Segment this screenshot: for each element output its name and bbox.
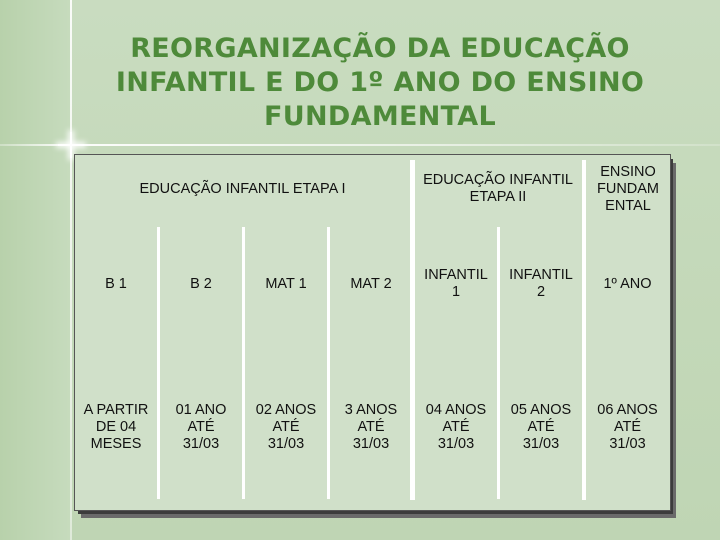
group-cell: INFANTIL 1 xyxy=(424,267,488,300)
group-cell: 1º ANO xyxy=(603,275,652,292)
left-decorative-strip xyxy=(0,0,70,540)
title-line-1: REORGANIZAÇÃO DA EDUCAÇÃO xyxy=(130,33,630,64)
age-cell: 3 ANOS ATÉ 31/03 xyxy=(344,402,398,452)
slide-title xyxy=(90,32,670,134)
column-divider xyxy=(497,227,500,499)
column-divider xyxy=(410,160,415,500)
education-table xyxy=(75,155,670,510)
age-cell: 02 ANOS ATÉ 31/03 xyxy=(255,402,317,452)
group-cell: MAT 1 xyxy=(265,275,307,292)
group-cell: B 2 xyxy=(190,275,212,292)
vertical-accent-line xyxy=(70,0,72,540)
horizontal-accent-line xyxy=(0,144,720,146)
age-cell: 05 ANOS ATÉ 31/03 xyxy=(510,402,572,452)
age-cell: 01 ANO ATÉ 31/03 xyxy=(175,402,227,452)
title-line-3: FUNDAMENTAL xyxy=(264,101,496,132)
group-cell: INFANTIL 2 xyxy=(509,267,573,300)
age-cell: 06 ANOS ATÉ 31/03 xyxy=(597,402,658,452)
header-etapa-2: EDUCAÇÃO INFANTIL ETAPA II xyxy=(423,172,573,205)
age-cell: 04 ANOS ATÉ 31/03 xyxy=(425,402,487,452)
column-divider xyxy=(157,227,160,499)
age-cell: A PARTIR DE 04 MESES xyxy=(83,402,149,452)
group-cell: MAT 2 xyxy=(350,275,392,292)
header-etapa-1: EDUCAÇÃO INFANTIL ETAPA I xyxy=(139,180,346,197)
column-divider xyxy=(327,227,330,499)
title-line-2: INFANTIL E DO 1º ANO DO ENSINO xyxy=(115,67,645,98)
column-divider xyxy=(242,227,245,499)
group-cell: B 1 xyxy=(105,275,127,292)
header-ensino-fundamental: ENSINO FUNDAM ENTAL xyxy=(596,163,660,214)
column-divider xyxy=(582,160,586,500)
